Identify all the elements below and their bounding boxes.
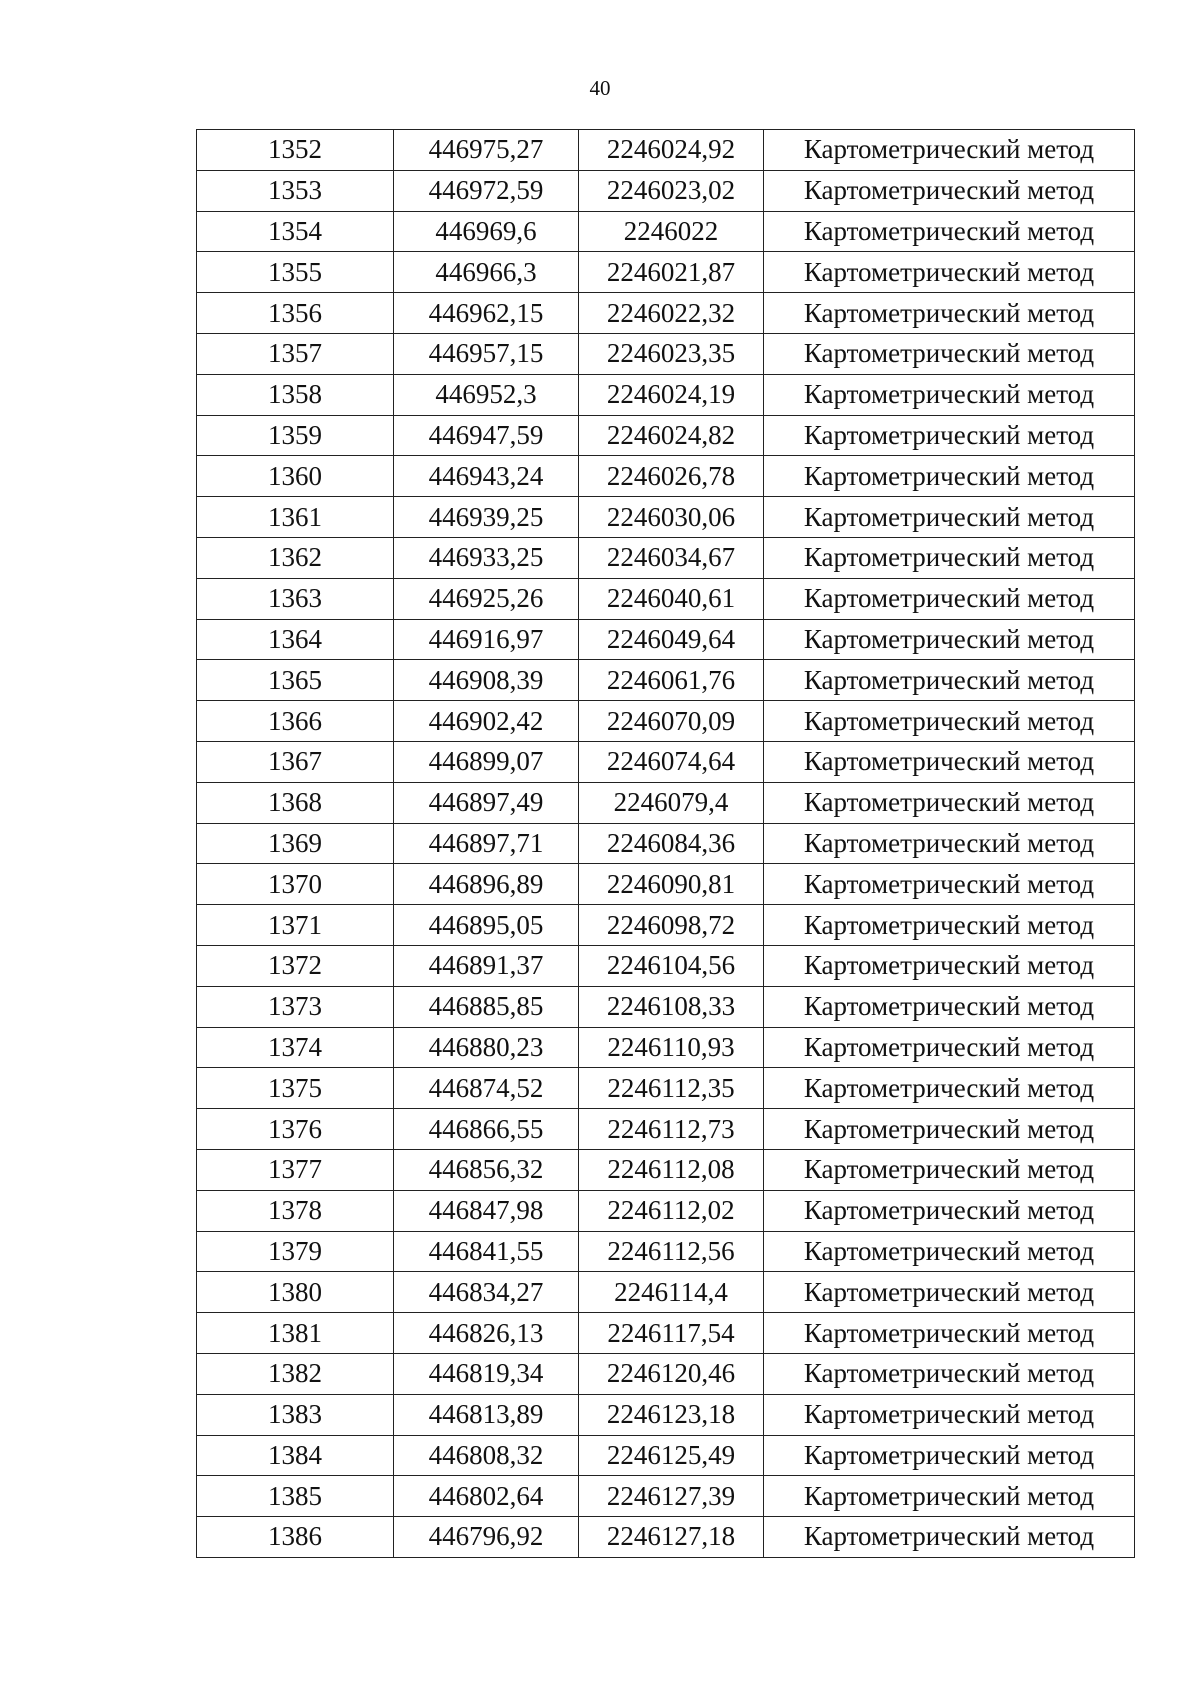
y-coordinate-cell: 2246127,18: [579, 1517, 764, 1558]
point-number-cell: 1364: [197, 619, 394, 660]
y-coordinate-cell: 2246104,56: [579, 945, 764, 986]
coordinates-table-body: [197, 130, 1135, 1558]
method-cell: Картометрический метод: [764, 619, 1135, 660]
method-cell: Картометрический метод: [764, 1313, 1135, 1354]
y-coordinate-cell: 2246090,81: [579, 864, 764, 905]
method-cell: Картометрический метод: [764, 1027, 1135, 1068]
point-number-cell: 1382: [197, 1353, 394, 1394]
table-row: [197, 1027, 1135, 1068]
point-number-cell: 1378: [197, 1190, 394, 1231]
x-coordinate-cell: 446841,55: [394, 1231, 579, 1272]
table-row: [197, 1435, 1135, 1476]
point-number-cell: 1375: [197, 1068, 394, 1109]
table-row: [197, 701, 1135, 742]
method-cell: Картометрический метод: [764, 374, 1135, 415]
table-row: [197, 1231, 1135, 1272]
y-coordinate-cell: 2246112,56: [579, 1231, 764, 1272]
method-cell: Картометрический метод: [764, 660, 1135, 701]
table-row: [197, 1068, 1135, 1109]
method-cell: Картометрический метод: [764, 456, 1135, 497]
table-row: [197, 1272, 1135, 1313]
y-coordinate-cell: 2246114,4: [579, 1272, 764, 1313]
table-row: [197, 1476, 1135, 1517]
x-coordinate-cell: 446808,32: [394, 1435, 579, 1476]
y-coordinate-cell: 2246084,36: [579, 823, 764, 864]
y-coordinate-cell: 2246026,78: [579, 456, 764, 497]
x-coordinate-cell: 446885,85: [394, 986, 579, 1027]
method-cell: Картометрический метод: [764, 333, 1135, 374]
point-number-cell: 1380: [197, 1272, 394, 1313]
table-row: [197, 741, 1135, 782]
method-cell: Картометрический метод: [764, 1394, 1135, 1435]
x-coordinate-cell: 446896,89: [394, 864, 579, 905]
table-row: [197, 945, 1135, 986]
point-number-cell: 1368: [197, 782, 394, 823]
point-number-cell: 1357: [197, 333, 394, 374]
y-coordinate-cell: 2246074,64: [579, 741, 764, 782]
x-coordinate-cell: 446975,27: [394, 130, 579, 171]
method-cell: Картометрический метод: [764, 1109, 1135, 1150]
point-number-cell: 1369: [197, 823, 394, 864]
method-cell: Картометрический метод: [764, 293, 1135, 334]
y-coordinate-cell: 2246023,35: [579, 333, 764, 374]
method-cell: Картометрический метод: [764, 170, 1135, 211]
x-coordinate-cell: 446834,27: [394, 1272, 579, 1313]
table-row: [197, 537, 1135, 578]
point-number-cell: 1376: [197, 1109, 394, 1150]
point-number-cell: 1373: [197, 986, 394, 1027]
point-number-cell: 1370: [197, 864, 394, 905]
x-coordinate-cell: 446925,26: [394, 578, 579, 619]
point-number-cell: 1377: [197, 1149, 394, 1190]
x-coordinate-cell: 446916,97: [394, 619, 579, 660]
y-coordinate-cell: 2246110,93: [579, 1027, 764, 1068]
y-coordinate-cell: 2246024,82: [579, 415, 764, 456]
x-coordinate-cell: 446966,3: [394, 252, 579, 293]
x-coordinate-cell: 446908,39: [394, 660, 579, 701]
table-row: [197, 1149, 1135, 1190]
point-number-cell: 1360: [197, 456, 394, 497]
method-cell: Картометрический метод: [764, 252, 1135, 293]
y-coordinate-cell: 2246022: [579, 211, 764, 252]
x-coordinate-cell: 446969,6: [394, 211, 579, 252]
table-row: [197, 619, 1135, 660]
method-cell: Картометрический метод: [764, 701, 1135, 742]
x-coordinate-cell: 446813,89: [394, 1394, 579, 1435]
point-number-cell: 1355: [197, 252, 394, 293]
point-number-cell: 1371: [197, 905, 394, 946]
x-coordinate-cell: 446796,92: [394, 1517, 579, 1558]
y-coordinate-cell: 2246125,49: [579, 1435, 764, 1476]
table-row: [197, 293, 1135, 334]
x-coordinate-cell: 446899,07: [394, 741, 579, 782]
point-number-cell: 1372: [197, 945, 394, 986]
coordinates-table: [196, 129, 1135, 1558]
y-coordinate-cell: 2246070,09: [579, 701, 764, 742]
table-row: [197, 864, 1135, 905]
y-coordinate-cell: 2246112,02: [579, 1190, 764, 1231]
method-cell: Картометрический метод: [764, 497, 1135, 538]
table-row: [197, 823, 1135, 864]
method-cell: Картометрический метод: [764, 578, 1135, 619]
table-row: [197, 1394, 1135, 1435]
table-row: [197, 1313, 1135, 1354]
y-coordinate-cell: 2246024,92: [579, 130, 764, 171]
table-row: [197, 1517, 1135, 1558]
y-coordinate-cell: 2246024,19: [579, 374, 764, 415]
point-number-cell: 1359: [197, 415, 394, 456]
table-row: [197, 660, 1135, 701]
table-row: [197, 415, 1135, 456]
point-number-cell: 1384: [197, 1435, 394, 1476]
table-row: [197, 782, 1135, 823]
y-coordinate-cell: 2246022,32: [579, 293, 764, 334]
point-number-cell: 1385: [197, 1476, 394, 1517]
y-coordinate-cell: 2246040,61: [579, 578, 764, 619]
method-cell: Картометрический метод: [764, 1272, 1135, 1313]
y-coordinate-cell: 2246079,4: [579, 782, 764, 823]
point-number-cell: 1362: [197, 537, 394, 578]
method-cell: Картометрический метод: [764, 1435, 1135, 1476]
table-row: [197, 986, 1135, 1027]
method-cell: Картометрический метод: [764, 415, 1135, 456]
x-coordinate-cell: 446933,25: [394, 537, 579, 578]
y-coordinate-cell: 2246112,35: [579, 1068, 764, 1109]
y-coordinate-cell: 2246030,06: [579, 497, 764, 538]
y-coordinate-cell: 2246112,08: [579, 1149, 764, 1190]
table-row: [197, 374, 1135, 415]
table-row: [197, 130, 1135, 171]
method-cell: Картометрический метод: [764, 1190, 1135, 1231]
table-row: [197, 1353, 1135, 1394]
page-number: 40: [589, 76, 611, 100]
x-coordinate-cell: 446962,15: [394, 293, 579, 334]
method-cell: Картометрический метод: [764, 945, 1135, 986]
table-row: [197, 170, 1135, 211]
y-coordinate-cell: 2246021,87: [579, 252, 764, 293]
point-number-cell: 1367: [197, 741, 394, 782]
table-row: [197, 456, 1135, 497]
point-number-cell: 1361: [197, 497, 394, 538]
method-cell: Картометрический метод: [764, 1517, 1135, 1558]
method-cell: Картометрический метод: [764, 211, 1135, 252]
point-number-cell: 1353: [197, 170, 394, 211]
y-coordinate-cell: 2246127,39: [579, 1476, 764, 1517]
y-coordinate-cell: 2246023,02: [579, 170, 764, 211]
point-number-cell: 1366: [197, 701, 394, 742]
y-coordinate-cell: 2246049,64: [579, 619, 764, 660]
x-coordinate-cell: 446952,3: [394, 374, 579, 415]
y-coordinate-cell: 2246123,18: [579, 1394, 764, 1435]
x-coordinate-cell: 446847,98: [394, 1190, 579, 1231]
point-number-cell: 1383: [197, 1394, 394, 1435]
x-coordinate-cell: 446856,32: [394, 1149, 579, 1190]
x-coordinate-cell: 446957,15: [394, 333, 579, 374]
y-coordinate-cell: 2246098,72: [579, 905, 764, 946]
point-number-cell: 1381: [197, 1313, 394, 1354]
point-number-cell: 1379: [197, 1231, 394, 1272]
y-coordinate-cell: 2246034,67: [579, 537, 764, 578]
point-number-cell: 1354: [197, 211, 394, 252]
table-row: [197, 333, 1135, 374]
method-cell: Картометрический метод: [764, 130, 1135, 171]
table-row: [197, 1109, 1135, 1150]
y-coordinate-cell: 2246112,73: [579, 1109, 764, 1150]
method-cell: Картометрический метод: [764, 1068, 1135, 1109]
y-coordinate-cell: 2246061,76: [579, 660, 764, 701]
point-number-cell: 1358: [197, 374, 394, 415]
method-cell: Картометрический метод: [764, 1231, 1135, 1272]
method-cell: Картометрический метод: [764, 741, 1135, 782]
table-row: [197, 1190, 1135, 1231]
method-cell: Картометрический метод: [764, 1149, 1135, 1190]
method-cell: Картометрический метод: [764, 864, 1135, 905]
point-number-cell: 1386: [197, 1517, 394, 1558]
table-row: [197, 252, 1135, 293]
method-cell: Картометрический метод: [764, 782, 1135, 823]
y-coordinate-cell: 2246108,33: [579, 986, 764, 1027]
y-coordinate-cell: 2246117,54: [579, 1313, 764, 1354]
method-cell: Картометрический метод: [764, 537, 1135, 578]
x-coordinate-cell: 446897,71: [394, 823, 579, 864]
point-number-cell: 1365: [197, 660, 394, 701]
x-coordinate-cell: 446943,24: [394, 456, 579, 497]
point-number-cell: 1363: [197, 578, 394, 619]
x-coordinate-cell: 446939,25: [394, 497, 579, 538]
method-cell: Картометрический метод: [764, 905, 1135, 946]
point-number-cell: 1374: [197, 1027, 394, 1068]
method-cell: Картометрический метод: [764, 1476, 1135, 1517]
y-coordinate-cell: 2246120,46: [579, 1353, 764, 1394]
x-coordinate-cell: 446802,64: [394, 1476, 579, 1517]
x-coordinate-cell: 446897,49: [394, 782, 579, 823]
x-coordinate-cell: 446819,34: [394, 1353, 579, 1394]
table-row: [197, 497, 1135, 538]
table-row: [197, 905, 1135, 946]
point-number-cell: 1356: [197, 293, 394, 334]
x-coordinate-cell: 446972,59: [394, 170, 579, 211]
x-coordinate-cell: 446880,23: [394, 1027, 579, 1068]
x-coordinate-cell: 446866,55: [394, 1109, 579, 1150]
x-coordinate-cell: 446826,13: [394, 1313, 579, 1354]
method-cell: Картометрический метод: [764, 1353, 1135, 1394]
x-coordinate-cell: 446891,37: [394, 945, 579, 986]
table-row: [197, 211, 1135, 252]
x-coordinate-cell: 446874,52: [394, 1068, 579, 1109]
table-row: [197, 578, 1135, 619]
method-cell: Картометрический метод: [764, 823, 1135, 864]
x-coordinate-cell: 446947,59: [394, 415, 579, 456]
x-coordinate-cell: 446902,42: [394, 701, 579, 742]
x-coordinate-cell: 446895,05: [394, 905, 579, 946]
method-cell: Картометрический метод: [764, 986, 1135, 1027]
point-number-cell: 1352: [197, 130, 394, 171]
